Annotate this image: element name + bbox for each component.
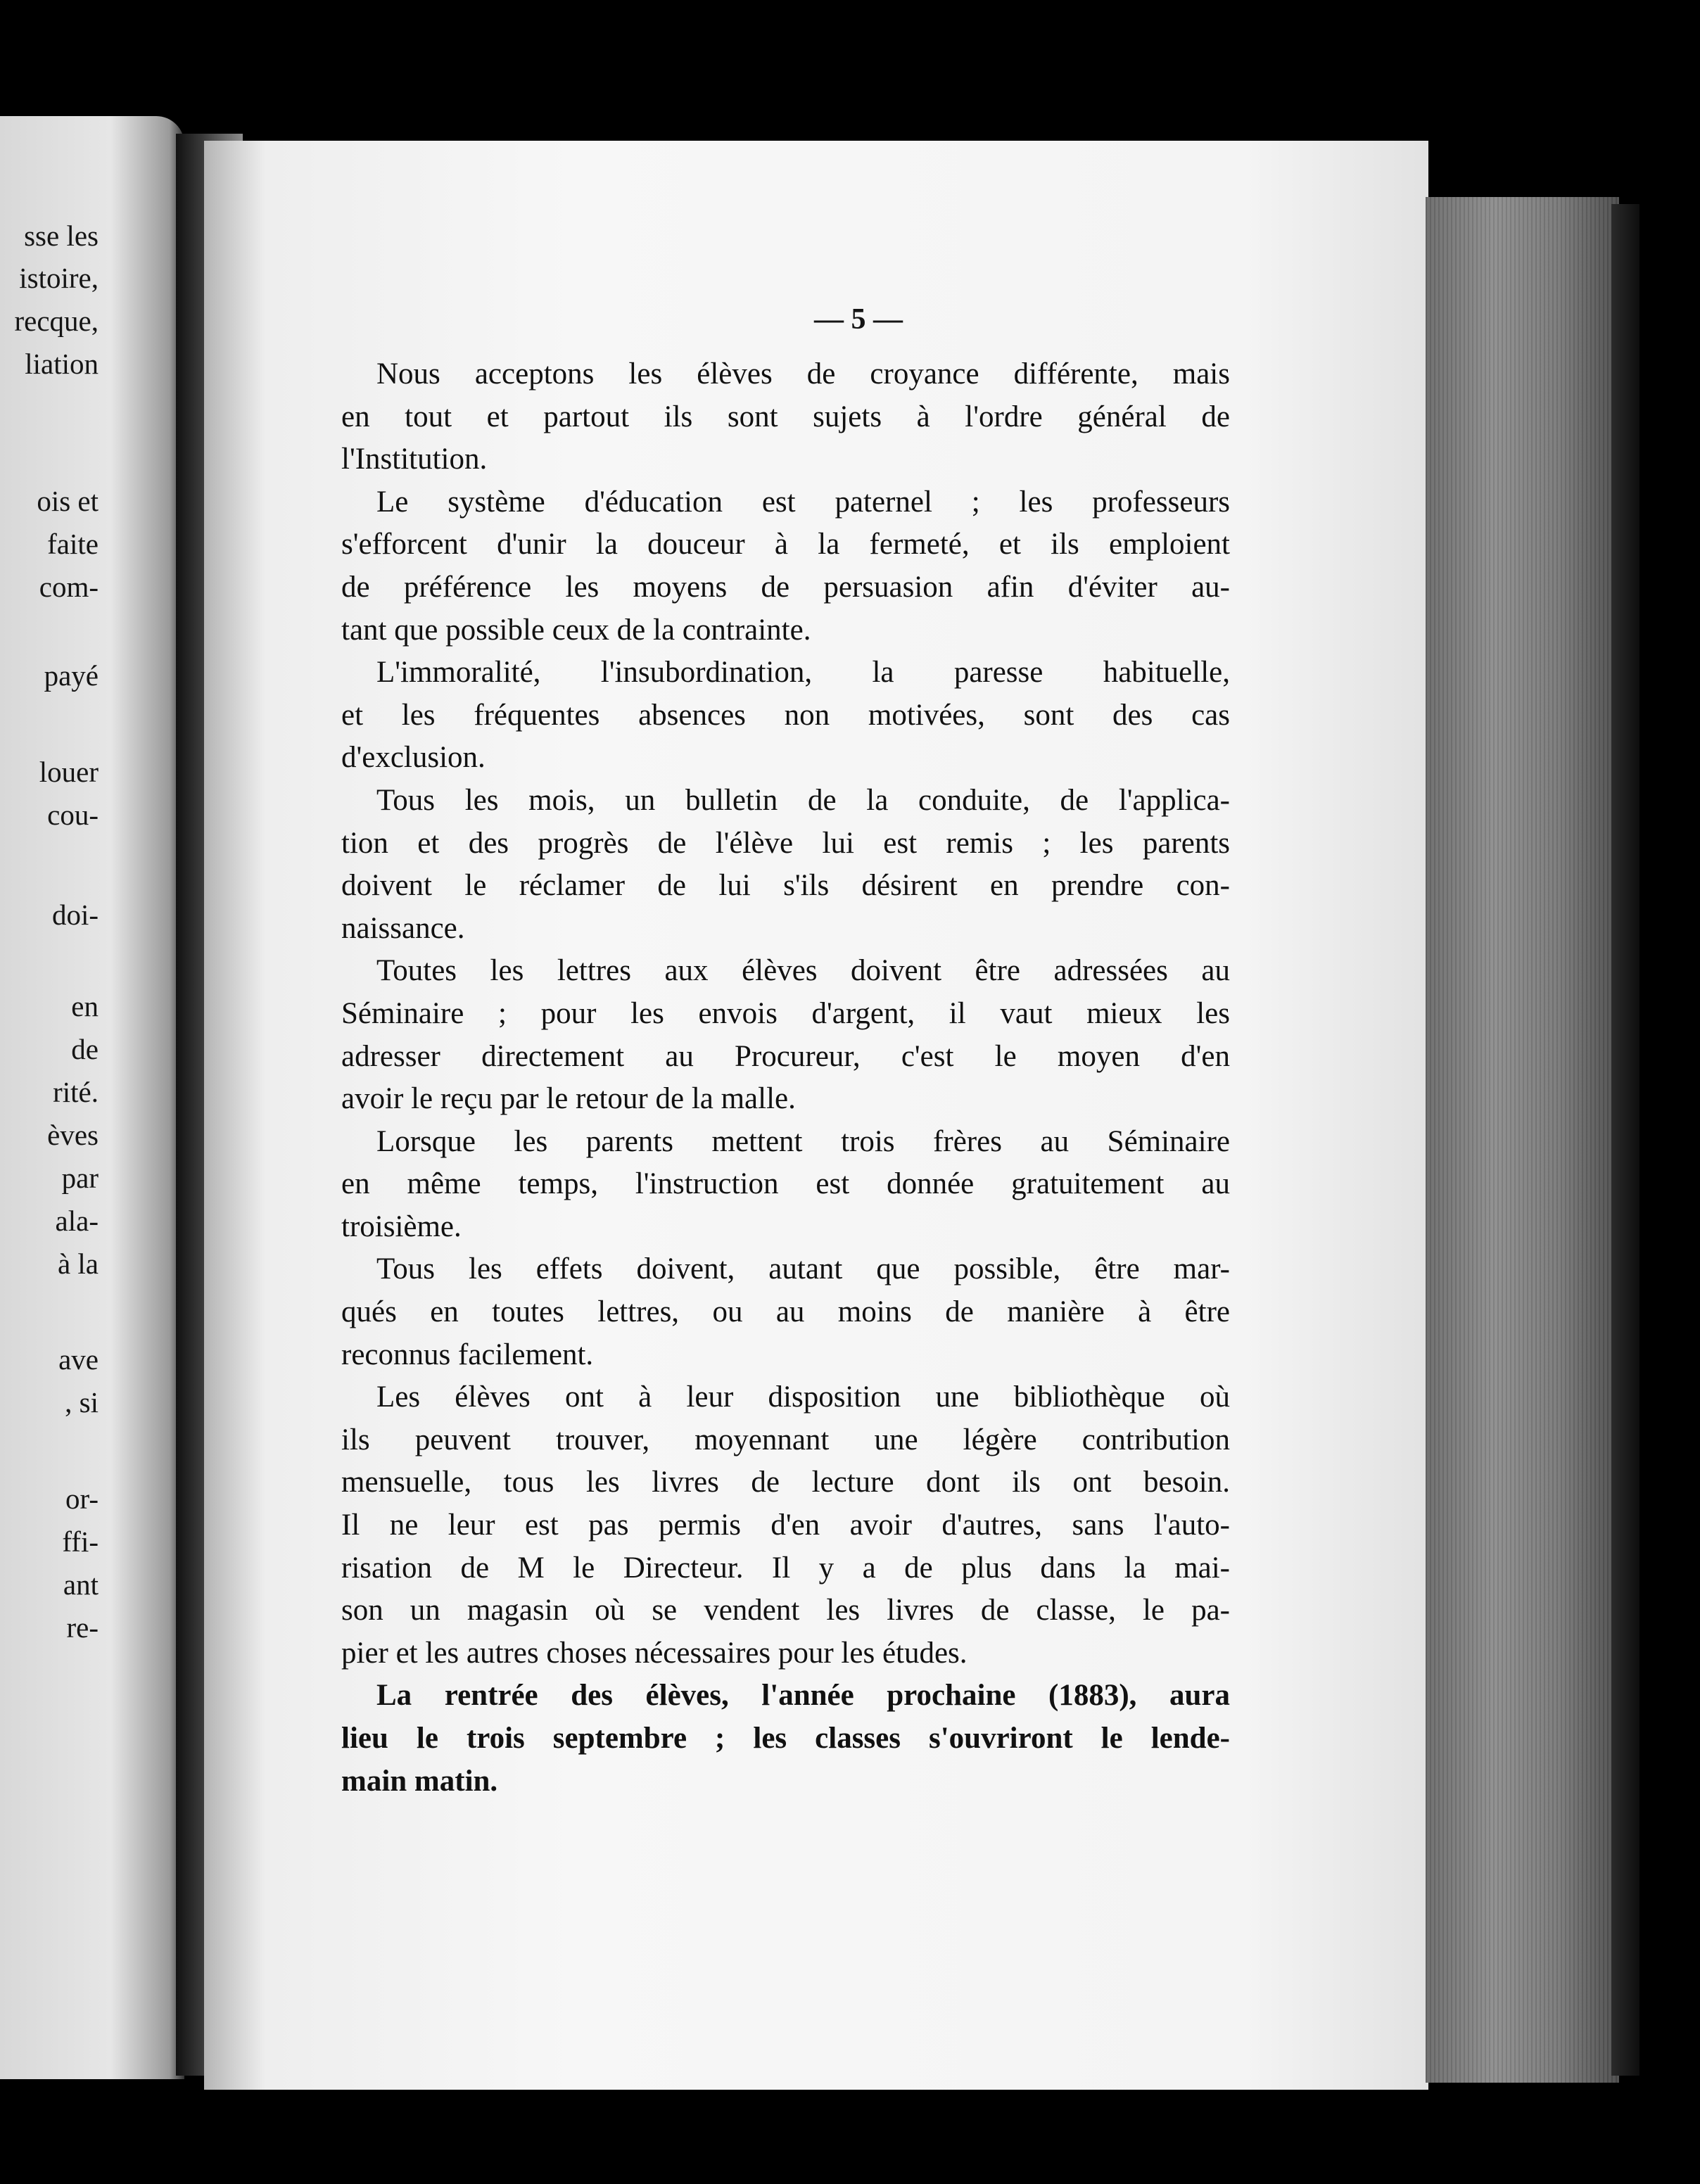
text-line: L'immoralité, l'insubordination, la paresse habituelle, bbox=[376, 656, 1230, 690]
previous-page bbox=[0, 116, 184, 2079]
text-line: Nous acceptons les élèves de croyance différente, mais bbox=[376, 357, 1230, 391]
previous-page-line-fragment: ave bbox=[58, 1343, 99, 1376]
book-page-edges bbox=[1426, 197, 1619, 2083]
previous-page-line-fragment: or- bbox=[65, 1483, 99, 1515]
text-line: adresser directement au Procureur, c'est le moyen d'en bbox=[341, 1039, 1230, 1073]
text-line: naissance. bbox=[341, 911, 465, 945]
book-page bbox=[204, 141, 1428, 2090]
text-line: risation de M le Directeur. Il y a de plus dans la mai- bbox=[341, 1551, 1230, 1585]
previous-page-line-fragment: payé bbox=[44, 659, 99, 692]
book-cover-edge bbox=[1611, 204, 1639, 2076]
previous-page-line-fragment: rité. bbox=[53, 1076, 99, 1108]
text-line: Le système d'éducation est paternel ; les professeurs bbox=[376, 485, 1230, 519]
previous-page-line-fragment: re- bbox=[66, 1611, 99, 1644]
text-line: qués en toutes lettres, ou au moins de manière à être bbox=[341, 1295, 1230, 1329]
text-line: en même temps, l'instruction est donnée gratuitement au bbox=[341, 1167, 1230, 1201]
previous-page-line-fragment: à la bbox=[57, 1247, 99, 1280]
previous-page-line-fragment: èves bbox=[47, 1119, 99, 1151]
previous-page-text bbox=[0, 116, 169, 2079]
text-line: son un magasin où se vendent les livres de classe, le pa- bbox=[341, 1594, 1230, 1627]
page-number: — 5 — bbox=[814, 303, 903, 336]
previous-page-line-fragment: sse les bbox=[24, 220, 99, 252]
previous-page-line-fragment: cou- bbox=[47, 799, 99, 831]
text-line: reconnus facilement. bbox=[341, 1338, 594, 1371]
previous-page-line-fragment: recque, bbox=[14, 305, 99, 337]
text-line: Toutes les lettres aux élèves doivent être adressées au bbox=[376, 954, 1230, 988]
previous-page-line-fragment: doi- bbox=[51, 899, 99, 931]
previous-page-line-fragment: com- bbox=[39, 571, 99, 603]
text-line: ils peuvent trouver, moyennant une légère contribution bbox=[341, 1423, 1230, 1456]
text-line: doivent le réclamer de lui s'ils désirent en prendre con- bbox=[341, 869, 1230, 903]
text-line: troisième. bbox=[341, 1210, 462, 1243]
previous-page-line-fragment: istoire, bbox=[19, 262, 99, 294]
text-line: s'efforcent d'unir la douceur à la fermeté, et ils emploient bbox=[341, 528, 1230, 561]
text-line: Il ne leur est pas permis d'en avoir d'autres, sans l'auto- bbox=[341, 1509, 1230, 1542]
page-body-text bbox=[341, 353, 1230, 1803]
text-line: de préférence les moyens de persuasion afin d'éviter au- bbox=[341, 570, 1230, 604]
previous-page-line-fragment: , si bbox=[65, 1386, 99, 1418]
previous-page-line-fragment: ffi- bbox=[62, 1525, 99, 1558]
text-line: Séminaire ; pour les envois d'argent, il vaut mieux les bbox=[341, 996, 1230, 1030]
previous-page-line-fragment: faite bbox=[47, 528, 99, 560]
text-line: d'exclusion. bbox=[341, 741, 486, 775]
previous-page-line-fragment: louer bbox=[39, 756, 99, 788]
text-line: tion et des progrès de l'élève lui est remis ; les parents bbox=[341, 826, 1230, 860]
text-line: l'Institution. bbox=[341, 443, 488, 476]
previous-page-line-fragment: par bbox=[61, 1162, 99, 1194]
previous-page-line-fragment: liation bbox=[25, 348, 99, 380]
text-line: en tout et partout ils sont sujets à l'ordre général de bbox=[341, 400, 1230, 433]
previous-page-line-fragment: en bbox=[71, 990, 99, 1022]
previous-page-line-fragment: ala- bbox=[55, 1205, 99, 1237]
previous-page-line-fragment: ant bbox=[63, 1568, 99, 1601]
text-line: Tous les effets doivent, autant que possible, être mar- bbox=[376, 1252, 1230, 1286]
previous-page-line-fragment: ois et bbox=[37, 485, 99, 517]
text-line: et les fréquentes absences non motivées, sont des cas bbox=[341, 698, 1230, 732]
text-line: Les élèves ont à leur disposition une bibliothèque où bbox=[376, 1380, 1230, 1414]
text-line: La rentrée des élèves, l'année prochaine (1883), aura bbox=[376, 1679, 1230, 1713]
text-line: avoir le reçu par le retour de la malle. bbox=[341, 1082, 796, 1116]
text-line: Tous les mois, un bulletin de la conduite, de l'applica- bbox=[376, 783, 1230, 817]
text-line: mensuelle, tous les livres de lecture dont ils ont besoin. bbox=[341, 1466, 1230, 1499]
text-line: pier et les autres choses nécessaires pour les études. bbox=[341, 1636, 968, 1670]
text-line: lieu le trois septembre ; les classes s'ouvriront le lende- bbox=[341, 1722, 1230, 1755]
previous-page-line-fragment: de bbox=[71, 1033, 99, 1065]
text-line: Lorsque les parents mettent trois frères au Séminaire bbox=[376, 1124, 1230, 1158]
text-line: tant que possible ceux de la contrainte. bbox=[341, 613, 811, 647]
text-line: main matin. bbox=[341, 1764, 498, 1798]
